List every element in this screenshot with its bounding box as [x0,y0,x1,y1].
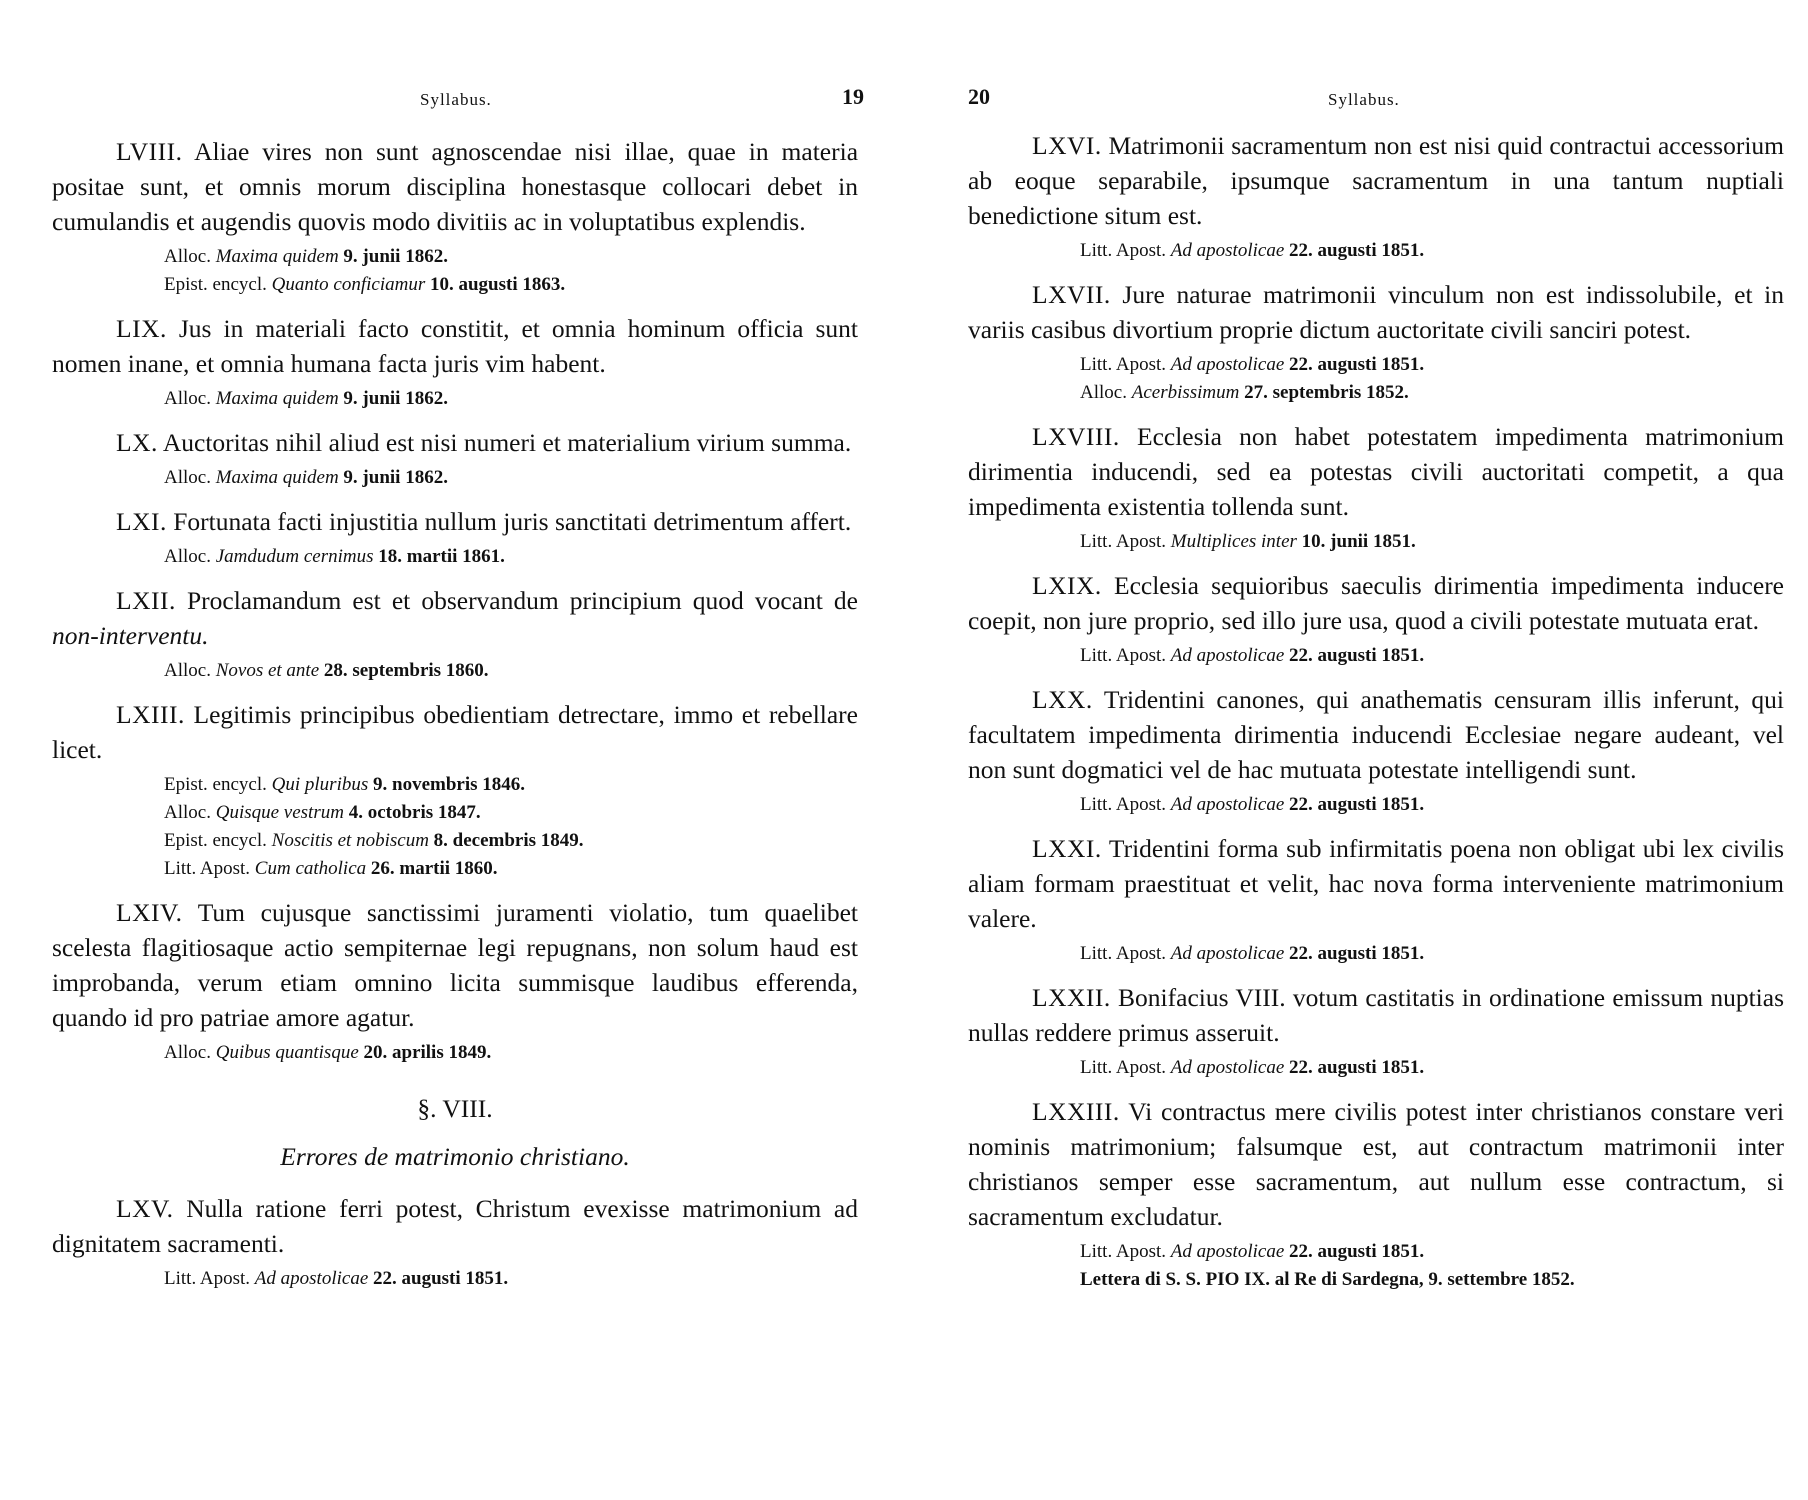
reference-date: 10. junii 1851. [1301,531,1416,552]
proposition-italic: non-interventu. [52,621,209,650]
proposition-numeral: LXXIII. [1032,1097,1120,1126]
page-number: 19 [842,84,864,109]
proposition [968,980,1784,1082]
running-title: Syllabus. [420,90,492,109]
section-title: §. VIII. [417,1094,493,1123]
proposition-text [52,1191,858,1261]
proposition-text [968,568,1784,638]
reference-source: Litt. Apost. [164,858,251,879]
reference-title: Ad apostolicae [1170,943,1285,964]
proposition-text [52,311,858,381]
proposition-text [968,277,1784,347]
reference-title: Ad apostolicae [1170,354,1285,375]
proposition-body: Tridentini forma sub infirmitatis poena non obligat ubi lex civilis aliam formam praestituat et velit, hac nova forma interveniente matrimonium valere. [968,834,1784,933]
proposition-numeral: LXXI. [1032,834,1102,863]
proposition-numeral: LIX. [116,314,167,343]
proposition-body: Proclamandum est et observandum principium quod vocant de [186,586,859,615]
reference-title: Ad apostolicae [1170,794,1285,815]
reference-source: Litt. Apost. [1080,354,1167,375]
running-title: Syllabus. [1328,90,1400,109]
reference-source: Alloc. [164,1042,211,1063]
reference-list [52,771,858,883]
reference-list [52,464,858,492]
reference-date: 22. augusti 1851. [1289,1241,1425,1262]
reference-date: 4. octobris 1847. [348,802,481,823]
reference [164,271,858,299]
proposition-numeral: LXVII. [1032,280,1111,309]
reference-source: Epist. encycl. [164,774,267,795]
proposition-body: Auctoritas nihil aliud est nisi numeri et materialium virium summa. [162,428,852,457]
proposition-text [52,697,858,767]
proposition-body: Fortunata facti injustitia nullum juris sanctitati detrimentum affert. [173,507,852,536]
proposition-body: Matrimonii sacramentum non est nisi quid contractui accessorium ab eoque separabile, ipsumque sacramentum in una tantum nuptiali benedictione situm est. [968,131,1784,230]
reference-title: Acerbissimum [1131,382,1240,403]
reference-date: 22. augusti 1851. [1289,240,1425,261]
proposition [52,895,858,1067]
reference-list [968,1238,1784,1294]
proposition-numeral: LVIII. [116,137,183,166]
proposition-body: Jure naturae matrimonii vinculum non est indissolubile, et in variis casibus divortium proprie dictum auctoritate civili sanciri potest. [968,280,1785,344]
reference-date: 18. martii 1861. [378,546,505,567]
reference [164,543,858,571]
section-subtitle: Errores de matrimonio christiano. [280,1142,630,1171]
reference [1080,940,1784,968]
proposition-text [968,128,1784,233]
reference [1080,1266,1784,1294]
proposition [968,568,1784,670]
proposition [52,697,858,883]
proposition [52,583,858,685]
reference-title: Noscitis et nobiscum [271,830,429,851]
reference-date: 9. novembris 1846. [373,774,525,795]
proposition-numeral: LXIX. [1032,571,1102,600]
proposition-body: Bonifacius VIII. votum castitatis in ordinatione emissum nuptias nullas reddere primus asseruit. [968,983,1784,1047]
reference-title: Cum catholica [254,858,367,879]
reference-title: Quisque vestrum [215,802,344,823]
reference-title: Ad apostolicae [1170,1057,1285,1078]
right-page [960,0,1808,1500]
proposition-numeral: LXVIII. [1032,422,1120,451]
proposition-body: Vi contractus mere civilis potest inter christianos constare veri nominis matrimonium; falsumque est, aut contractum matrimonii inter christianos semper esse sacramentum, aut nullum esse contractum, si sacramentum excludatur. [968,1097,1784,1231]
reference-title: Novos et ante [215,660,320,681]
reference-source: Litt. Apost. [1080,240,1167,261]
reference-source: Alloc. [164,246,211,267]
reference-title: Quanto conficiamur [271,274,426,295]
reference-date: 27. septembris 1852. [1244,382,1409,403]
reference-title: Maxima quidem [215,467,339,488]
reference-date: 22. augusti 1851. [1289,354,1425,375]
proposition [968,277,1784,407]
reference-title: Multiplices inter [1170,531,1297,552]
reference-list [52,243,858,299]
reference-source: Litt. Apost. [164,1268,251,1289]
reference-list [52,657,858,685]
reference-title: Quibus quantisque [215,1042,359,1063]
reference-list [52,1265,858,1293]
reference-date: 22. augusti 1851. [1289,1057,1425,1078]
reference-source: Alloc. [164,546,211,567]
proposition-text [968,682,1784,787]
proposition-body: Ecclesia non habet potestatem impedimenta matrimonium dirimentia inducendi, sed ea potestas civili auctoritati competit, a qua impedimenta existentia tollenda sunt. [968,422,1784,521]
reference-source: Alloc. [164,388,211,409]
proposition-numeral: LXX. [1032,685,1093,714]
proposition-body: Aliae vires non sunt agnoscendae nisi illae, quae in materia positae sunt, et omnis morum disciplina honestasque collocari debet in cumulandis et augendis quovis modo divitiis ac in voluptatibus explendis. [52,137,859,236]
reference-date: 22. augusti 1851. [1289,645,1425,666]
reference [164,385,858,413]
reference-list [968,642,1784,670]
reference-source: Alloc. [1080,382,1127,403]
reference-list [968,351,1784,407]
reference [164,464,858,492]
running-head [960,0,1808,110]
left-page [0,0,900,1500]
proposition-text [968,419,1784,524]
proposition-text [968,1094,1784,1234]
reference-date: 20. aprilis 1849. [363,1042,492,1063]
reference-date: 8. decembris 1849. [433,830,584,851]
reference-date: 9. junii 1862. [343,467,448,488]
reference [1080,791,1784,819]
proposition-body: Tum cujusque sanctissimi juramenti violatio, tum quaelibet scelesta flagitiosaque actio sempiternae legi repugnans, non solum haud est improbanda, verum etiam omnino licita summisque laudibus efferenda, quando id pro patriae amore agatur. [52,898,858,1032]
reference-title: Ad apostolicae [254,1268,369,1289]
page-body [968,128,1784,1306]
reference-list [968,237,1784,265]
reference [1080,237,1784,265]
reference-date: Lettera di S. S. PIO IX. al Re di Sardegna, 9. settembre 1852. [1080,1269,1575,1290]
reference-date: 9. junii 1862. [343,388,448,409]
reference-date: 22. augusti 1851. [1289,794,1425,815]
proposition-text [52,425,858,460]
reference-source: Alloc. [164,802,211,823]
reference [164,1039,858,1067]
proposition-body: Jus in materiali facto constitit, et omnia hominum officia sunt nomen inane, et omnia humana facta juris vim habent. [52,314,858,378]
proposition [52,1191,858,1293]
reference-date: 28. septembris 1860. [323,660,489,681]
reference-source: Litt. Apost. [1080,531,1167,552]
reference [164,243,858,271]
proposition [968,1094,1784,1294]
reference-list [52,1039,858,1067]
proposition-body: Nulla ratione ferri potest, Christum evexisse matrimonium ad dignitatem sacramenti. [52,1194,858,1258]
proposition-text [968,831,1784,936]
reference [1080,351,1784,379]
proposition-body: Legitimis principibus obedientiam detrectare, immo et rebellare licet. [52,700,858,764]
reference-title: Jamdudum cernimus [215,546,374,567]
proposition-numeral: LXV. [116,1194,174,1223]
reference-date: 26. martii 1860. [370,858,498,879]
proposition [52,504,858,571]
reference [1080,1054,1784,1082]
proposition-numeral: LXII. [116,586,176,615]
reference-source: Epist. encycl. [164,274,267,295]
reference-source: Litt. Apost. [1080,1241,1167,1262]
reference-list [968,1054,1784,1082]
reference-title: Ad apostolicae [1170,1241,1285,1262]
reference [1080,1238,1784,1266]
proposition-text [52,895,858,1035]
reference-source: Litt. Apost. [1080,943,1167,964]
proposition-numeral: LXI. [116,507,167,536]
proposition-text [52,134,858,239]
proposition [968,419,1784,556]
proposition [968,831,1784,968]
reference [164,799,858,827]
section-heading [52,1091,858,1177]
reference-list [968,791,1784,819]
reference [164,771,858,799]
proposition-text [52,504,858,539]
reference-title: Ad apostolicae [1170,240,1285,261]
reference-source: Alloc. [164,467,211,488]
reference-title: Ad apostolicae [1170,645,1285,666]
reference-date: 9. junii 1862. [343,246,448,267]
proposition-body: Ecclesia sequioribus saeculis dirimentia impedimenta inducere coepit, non jure proprio, sed illo jure usa, quod a civili potestate mutuata erat. [968,571,1785,635]
reference-source: Litt. Apost. [1080,645,1167,666]
reference-date: 22. augusti 1851. [1289,943,1425,964]
proposition-numeral: LX. [116,428,158,457]
reference [1080,642,1784,670]
proposition [52,134,858,299]
reference-title: Qui pluribus [271,774,369,795]
running-head [0,0,900,110]
reference [1080,379,1784,407]
reference [164,657,858,685]
reference-source: Epist. encycl. [164,830,267,851]
proposition-numeral: LXIV. [116,898,183,927]
reference-source: Litt. Apost. [1080,1057,1167,1078]
reference [164,827,858,855]
proposition [968,682,1784,819]
reference-source: Litt. Apost. [1080,794,1167,815]
page-body [52,134,858,1305]
reference-list [968,528,1784,556]
reference-title: Maxima quidem [215,246,339,267]
reference-list [52,385,858,413]
reference [1080,528,1784,556]
reference-title: Maxima quidem [215,388,339,409]
reference-list [52,543,858,571]
proposition [52,311,858,413]
reference-date: 10. augusti 1863. [429,274,566,295]
proposition [968,128,1784,265]
proposition [52,425,858,492]
proposition-numeral: LXIII. [116,700,185,729]
proposition-text [52,583,858,653]
reference [164,1265,858,1293]
reference-list [968,940,1784,968]
proposition-numeral: LXVI. [1032,131,1102,160]
proposition-text [968,980,1784,1050]
reference-source: Alloc. [164,660,211,681]
reference-date: 22. augusti 1851. [373,1268,509,1289]
reference [164,855,858,883]
page-number: 20 [968,84,990,109]
proposition-body: Tridentini canones, qui anathematis censuram illis inferunt, qui facultatem impedimenta dirimentia inducendi Ecclesiae negare audeant, vel non sunt dogmatici vel de hac mutuata potestate intelligendi sunt. [968,685,1784,784]
proposition-numeral: LXXII. [1032,983,1111,1012]
